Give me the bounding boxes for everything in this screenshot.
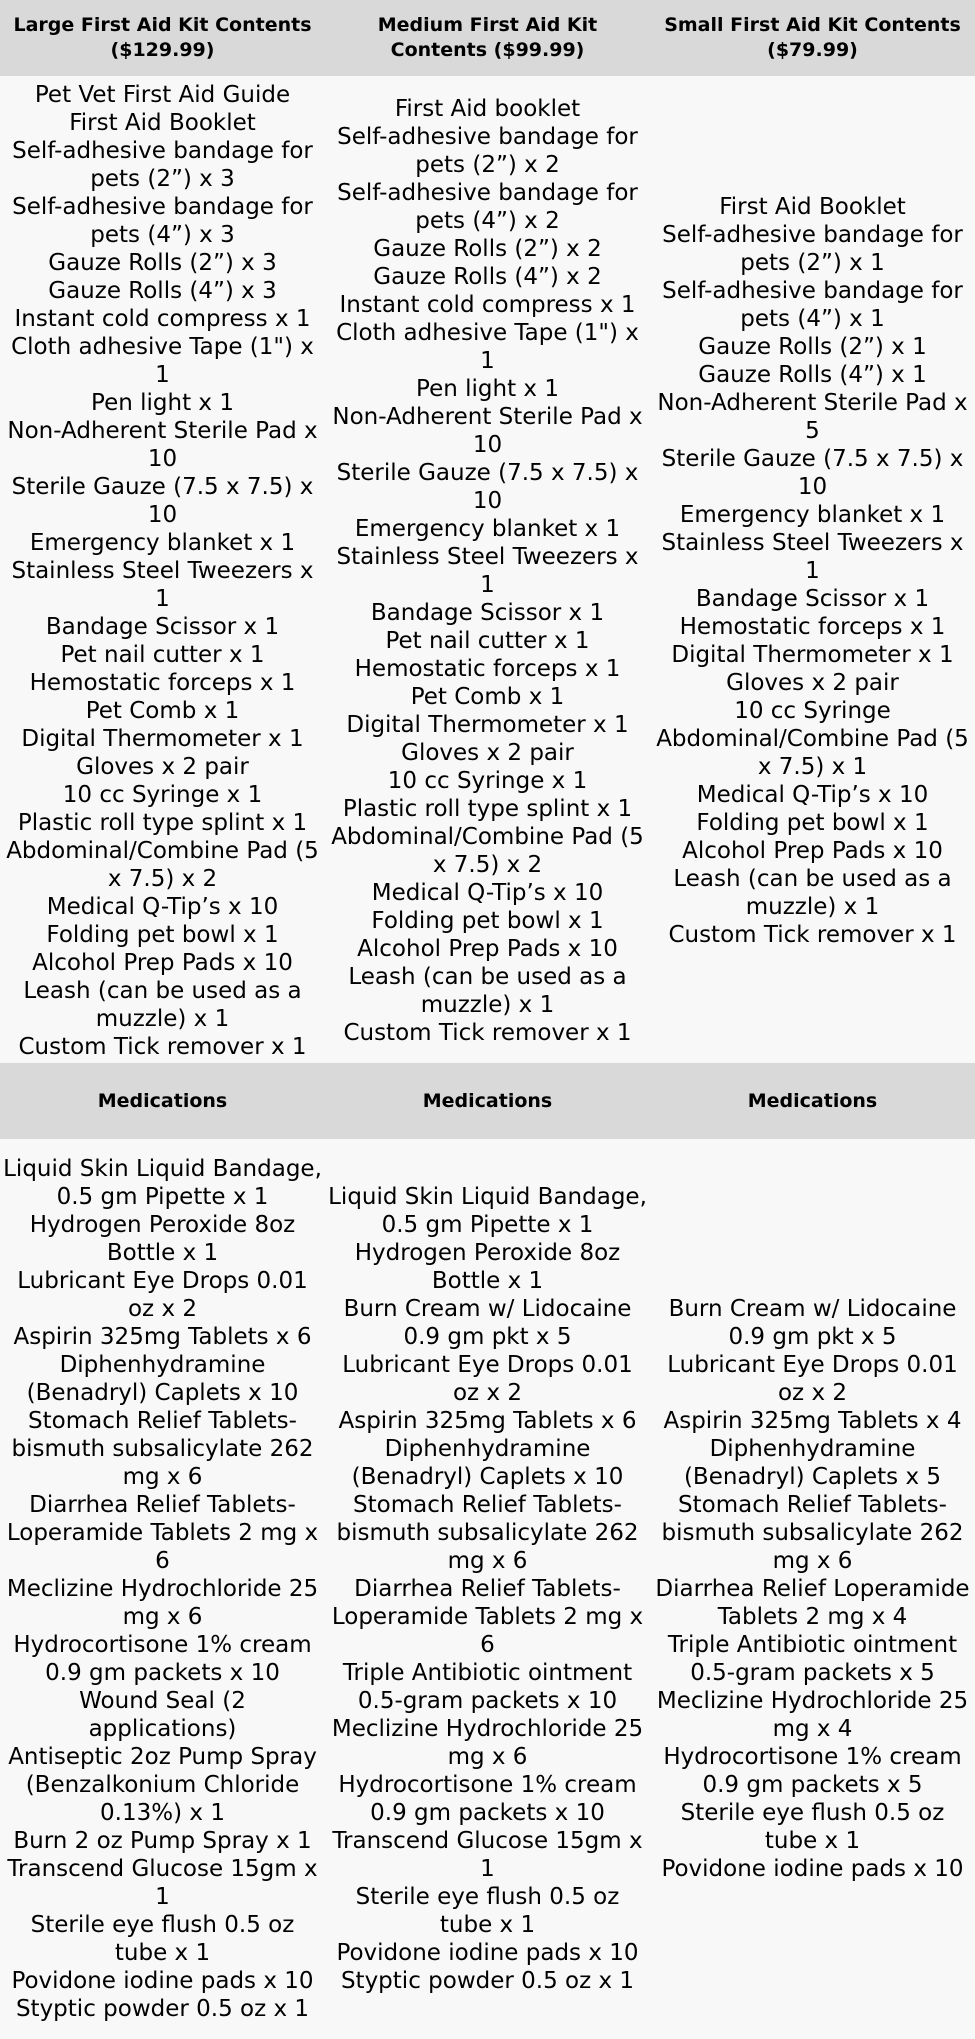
list-item: Hydrocortisone 1% cream 0.9 gm packets x 10 bbox=[13, 1632, 312, 1686]
list-item: Self-adhesive bandage for pets (4”) x 3 bbox=[12, 194, 313, 248]
list-item: Sterile eye flush 0.5 oz tube x 1 bbox=[355, 1884, 620, 1938]
list-item: Povidone iodine pads x 10 bbox=[661, 1856, 964, 1882]
list-item: Meclizine Hydrochloride 25 mg x 4 bbox=[656, 1688, 969, 1742]
list-item: Medical Q-Tip’s x 10 bbox=[46, 894, 279, 920]
list-item: Alcohol Prep Pads x 10 bbox=[682, 838, 943, 864]
list-item: Folding pet bowl x 1 bbox=[46, 922, 279, 948]
list-item: Stainless Steel Tweezers x 1 bbox=[11, 558, 314, 612]
list-item: Hydrocortisone 1% cream 0.9 gm packets x 5 bbox=[663, 1744, 962, 1798]
list-item: Non-Adherent Sterile Pad x 10 bbox=[332, 404, 643, 458]
list-item: Custom Tick remover x 1 bbox=[18, 1034, 307, 1060]
list-item: Styptic powder 0.5 oz x 1 bbox=[15, 1996, 310, 2022]
list-item: Custom Tick remover x 1 bbox=[668, 922, 957, 948]
list-item: Plastic roll type splint x 1 bbox=[17, 810, 308, 836]
list-item: Digital Thermometer x 1 bbox=[346, 712, 629, 738]
list-item: Bandage Scissor x 1 bbox=[695, 586, 930, 612]
list-item: Folding pet bowl x 1 bbox=[696, 810, 929, 836]
medium-kit-medications bbox=[325, 1139, 650, 2039]
list-item: Sterile Gauze (7.5 x 7.5) x 10 bbox=[336, 460, 639, 514]
list-item: Diarrhea Relief Tablets- Loperamide Tablets 2 mg x 6 bbox=[331, 1576, 644, 1658]
list-item: Stomach Relief Tablets- bismuth subsalicylate 262 mg x 6 bbox=[336, 1492, 639, 1574]
list-item: Hemostatic forceps x 1 bbox=[354, 656, 621, 682]
list-item: Cloth adhesive Tape (1") x 1 bbox=[336, 320, 639, 374]
list-item: Sterile eye flush 0.5 oz tube x 1 bbox=[680, 1800, 945, 1854]
list-item: Lubricant Eye Drops 0.01 oz x 2 bbox=[667, 1352, 958, 1406]
list-item: Hydrogen Peroxide 8oz Bottle x 1 bbox=[354, 1240, 621, 1294]
list-item: Bandage Scissor x 1 bbox=[370, 600, 605, 626]
list-item: Plastic roll type splint x 1 bbox=[342, 796, 633, 822]
medications-header-row bbox=[0, 1063, 975, 1139]
large-medications-header: Medications bbox=[0, 1063, 325, 1139]
list-item: Diarrhea Relief Loperamide Tablets 2 mg x 4 bbox=[655, 1576, 970, 1630]
list-item: Digital Thermometer x 1 bbox=[21, 726, 304, 752]
list-item: Diarrhea Relief Tablets- Loperamide Tablets 2 mg x 6 bbox=[6, 1492, 319, 1574]
list-item: Medical Q-Tip’s x 10 bbox=[696, 782, 929, 808]
list-item: Hydrogen Peroxide 8oz Bottle x 1 bbox=[29, 1212, 296, 1266]
list-item: Gauze Rolls (4”) x 2 bbox=[373, 264, 602, 290]
list-item: Meclizine Hydrochloride 25 mg x 6 bbox=[331, 1716, 644, 1770]
small-kit-medications bbox=[650, 1139, 975, 2039]
list-item: Gauze Rolls (2”) x 2 bbox=[373, 236, 602, 262]
medium-kit-contents bbox=[325, 76, 650, 1063]
list-item: Emergency blanket x 1 bbox=[354, 516, 621, 542]
list-item: Diphenhydramine (Benadryl) Caplets x 10 bbox=[26, 1352, 299, 1406]
list-item: Self-adhesive bandage for pets (2”) x 1 bbox=[662, 222, 963, 276]
list-item: Gloves x 2 pair bbox=[76, 754, 249, 780]
small-medications-header: Medications bbox=[650, 1063, 975, 1139]
list-item: Gauze Rolls (4”) x 3 bbox=[48, 278, 277, 304]
list-item: Sterile Gauze (7.5 x 7.5) x 10 bbox=[661, 446, 964, 500]
list-item: Wound Seal (2 applications) bbox=[79, 1688, 246, 1742]
list-item: Triple Antibiotic ointment 0.5-gram packets x 5 bbox=[667, 1632, 958, 1686]
list-item: Stainless Steel Tweezers x 1 bbox=[336, 544, 639, 598]
list-item: Stomach Relief Tablets- bismuth subsalicylate 262 mg x 6 bbox=[661, 1492, 964, 1574]
list-item: Antiseptic 2oz Pump Spray (Benzalkonium Chloride 0.13%) x 1 bbox=[8, 1744, 317, 1826]
list-item: Triple Antibiotic ointment 0.5-gram packets x 10 bbox=[342, 1660, 633, 1714]
list-item: Povidone iodine pads x 10 bbox=[11, 1968, 314, 1994]
list-item: Aspirin 325mg Tablets x 4 bbox=[663, 1408, 962, 1434]
list-item: Pet Comb x 1 bbox=[85, 698, 240, 724]
list-item: Burn Cream w/ Lidocaine 0.9 gm pkt x 5 bbox=[343, 1296, 632, 1350]
list-item: 10 cc Syringe x 1 bbox=[62, 782, 263, 808]
list-item: Non-Adherent Sterile Pad x 10 bbox=[7, 418, 318, 472]
list-item: Alcohol Prep Pads x 10 bbox=[32, 950, 293, 976]
list-item: Transcend Glucose 15gm x 1 bbox=[7, 1856, 318, 1910]
list-item: Gauze Rolls (4”) x 1 bbox=[698, 362, 927, 388]
list-item: Non-Adherent Sterile Pad x 5 bbox=[657, 390, 968, 444]
list-item: Burn 2 oz Pump Spray x 1 bbox=[13, 1828, 312, 1854]
list-item: First Aid booklet bbox=[394, 96, 581, 122]
list-item: Folding pet bowl x 1 bbox=[371, 908, 604, 934]
list-item: 10 cc Syringe x 1 bbox=[387, 768, 588, 794]
list-item: Stomach Relief Tablets- bismuth subsalicylate 262 mg x 6 bbox=[11, 1408, 314, 1490]
list-item: Pet nail cutter x 1 bbox=[385, 628, 590, 654]
list-item: Emergency blanket x 1 bbox=[29, 530, 296, 556]
list-item: Diphenhydramine (Benadryl) Caplets x 5 bbox=[683, 1436, 942, 1490]
list-item: Aspirin 325mg Tablets x 6 bbox=[338, 1408, 637, 1434]
list-item: Self-adhesive bandage for pets (2”) x 3 bbox=[12, 138, 313, 192]
list-item: Self-adhesive bandage for pets (4”) x 2 bbox=[337, 180, 638, 234]
small-kit-header: Small First Aid Kit Contents ($79.99) bbox=[650, 0, 975, 76]
list-item: Leash (can be used as a muzzle) x 1 bbox=[23, 978, 302, 1032]
kit-header-row bbox=[0, 0, 975, 76]
list-item: Instant cold compress x 1 bbox=[14, 306, 311, 332]
list-item: Self-adhesive bandage for pets (4”) x 1 bbox=[662, 278, 963, 332]
list-item: Pen light x 1 bbox=[416, 376, 559, 402]
list-item: Lubricant Eye Drops 0.01 oz x 2 bbox=[17, 1268, 308, 1322]
list-item: Pet Comb x 1 bbox=[410, 684, 565, 710]
list-item: Transcend Glucose 15gm x 1 bbox=[332, 1828, 643, 1882]
medications-row bbox=[0, 1139, 975, 2039]
list-item: 10 cc Syringe bbox=[734, 698, 891, 724]
list-item: Pet nail cutter x 1 bbox=[60, 642, 265, 668]
list-item: Abdominal/Combine Pad (5 x 7.5) x 2 bbox=[6, 838, 319, 892]
list-item: Gauze Rolls (2”) x 3 bbox=[48, 250, 277, 276]
list-item: Self-adhesive bandage for pets (2”) x 2 bbox=[337, 124, 638, 178]
list-item: Pet Vet First Aid Guide bbox=[34, 82, 291, 108]
list-item: Hemostatic forceps x 1 bbox=[29, 670, 296, 696]
list-item: Abdominal/Combine Pad (5 x 7.5) x 2 bbox=[331, 824, 644, 878]
list-item: Gloves x 2 pair bbox=[401, 740, 574, 766]
list-item: Liquid Skin Liquid Bandage, 0.5 gm Pipette x 1 bbox=[328, 1184, 647, 1238]
list-item: Bandage Scissor x 1 bbox=[45, 614, 280, 640]
list-item: Aspirin 325mg Tablets x 6 bbox=[13, 1324, 312, 1350]
large-kit-medications bbox=[0, 1139, 325, 2039]
list-item: Medical Q-Tip’s x 10 bbox=[371, 880, 604, 906]
list-item: Alcohol Prep Pads x 10 bbox=[357, 936, 618, 962]
list-item: Liquid Skin Liquid Bandage, 0.5 gm Pipette x 1 bbox=[3, 1156, 322, 1210]
list-item: First Aid Booklet bbox=[69, 110, 256, 136]
medium-kit-header: Medium First Aid Kit Contents ($99.99) bbox=[325, 0, 650, 76]
list-item: Digital Thermometer x 1 bbox=[671, 642, 954, 668]
list-item: Povidone iodine pads x 10 bbox=[336, 1940, 639, 1966]
list-item: Leash (can be used as a muzzle) x 1 bbox=[673, 866, 952, 920]
list-item: Instant cold compress x 1 bbox=[339, 292, 636, 318]
small-kit-contents bbox=[650, 76, 975, 1063]
large-kit-contents bbox=[0, 76, 325, 1063]
list-item: Pen light x 1 bbox=[91, 390, 234, 416]
list-item: Hydrocortisone 1% cream 0.9 gm packets x 10 bbox=[338, 1772, 637, 1826]
list-item: Custom Tick remover x 1 bbox=[343, 1020, 632, 1046]
list-item: Lubricant Eye Drops 0.01 oz x 2 bbox=[342, 1352, 633, 1406]
list-item: Meclizine Hydrochloride 25 mg x 6 bbox=[6, 1576, 319, 1630]
list-item: Diphenhydramine (Benadryl) Caplets x 10 bbox=[351, 1436, 624, 1490]
list-item: First Aid Booklet bbox=[719, 194, 906, 220]
medium-medications-header: Medications bbox=[325, 1063, 650, 1139]
list-item: Gloves x 2 pair bbox=[726, 670, 899, 696]
kit-contents-row bbox=[0, 76, 975, 1063]
list-item: Abdominal/Combine Pad (5 x 7.5) x 1 bbox=[656, 726, 969, 780]
list-item: Hemostatic forceps x 1 bbox=[679, 614, 946, 640]
list-item: Sterile Gauze (7.5 x 7.5) x 10 bbox=[11, 474, 314, 528]
list-item: Stainless Steel Tweezers x 1 bbox=[661, 530, 964, 584]
list-item: Burn Cream w/ Lidocaine 0.9 gm pkt x 5 bbox=[668, 1296, 957, 1350]
list-item: Gauze Rolls (2”) x 1 bbox=[698, 334, 927, 360]
large-kit-header: Large First Aid Kit Contents ($129.99) bbox=[0, 0, 325, 76]
list-item: Sterile eye flush 0.5 oz tube x 1 bbox=[30, 1912, 295, 1966]
list-item: Leash (can be used as a muzzle) x 1 bbox=[348, 964, 627, 1018]
list-item: Cloth adhesive Tape (1") x 1 bbox=[11, 334, 314, 388]
list-item: Emergency blanket x 1 bbox=[679, 502, 946, 528]
list-item: Styptic powder 0.5 oz x 1 bbox=[340, 1968, 635, 1994]
